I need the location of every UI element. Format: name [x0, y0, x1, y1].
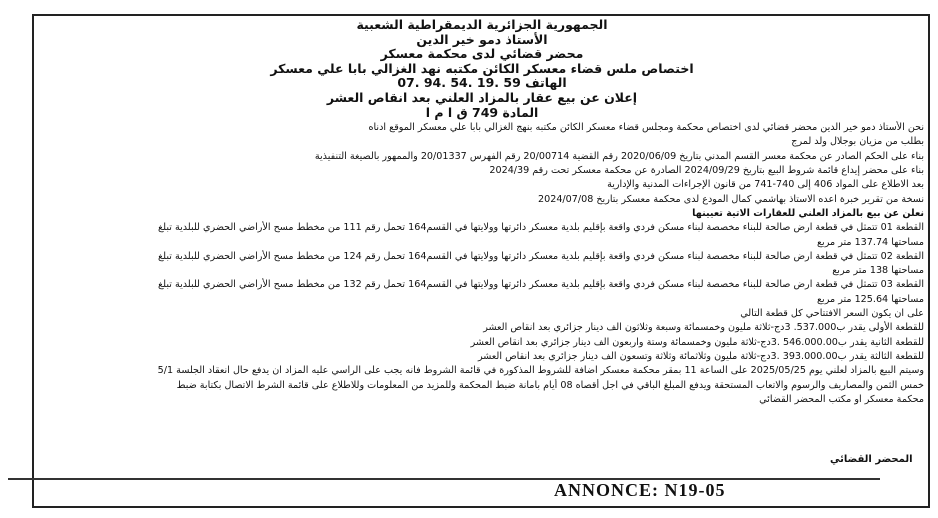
announcement-title: إعلان عن بيع عقار بالمزاد العلني بعد انقاص العشر [326, 89, 638, 105]
body-line: محكمة معسكر او مكتب المحضر القضائي [759, 393, 924, 405]
body-line: القطعة 01 تتمثل في قطعة ارض صالحة للبناء مخصصة لبناء مسكن فردي واقعة بإقليم بلدية معسكر دائرتها وولايتها في القسم164 تحمل رقم 111 من مخطط مسح الأراضي الحضري للبلدية تبلغ [158, 222, 924, 234]
body-line: للقطعة الثانية يقدر ب546.000.00 .3دج-ثلاثة مليون وخمسمائة وستة واربعون الف دينار جزائري بعد انقاص العشر [470, 336, 924, 348]
announcement-document [40, 18, 924, 498]
body-line: وسيتم البيع بالمزاد لعلني يوم 2025/05/25 على الساعة 11 بمقر محكمة معسكر اضافة للشروط المذكورة في قائمة الشروط فانه يجب على الراسي عليه المزاد ان يدفع حال انعقاد الجلسة 5/1 [157, 365, 924, 377]
jurisdiction-line: اختصاص ملس قضاء معسكر الكائن مكتبه نهد الغزالي بابا علي معسكر [270, 60, 694, 76]
body-line: بطلب من مزيان بوجلال ولد لمرج [791, 136, 924, 148]
annonce-number: ANNONCE: N19-05 [548, 480, 732, 501]
body-line: مساحتها 138 متر مربع [832, 265, 924, 277]
body-line: بناء على الحكم الصادر عن محكمة معسر القسم المدني بتاريخ 2020/06/09 رقم القضية 20/00714 رقم الفهرس 20/01337 والممهور بالصيغة التنفيذية [314, 150, 924, 162]
body-line: للقطعة الأولى يقدر ب537.000. 3دج-ثلاثة مليون وخمسمائة وسبعة وثلاثون الف دينار جزائري بعد انقاص العشر [483, 322, 924, 334]
body-line: بناء على محضر إيداع قائمة شروط البيع بتاريخ 2024/09/29 الصادرة عن محكمة معسكر تحت رقم 2024/39 [489, 165, 924, 177]
article-reference: المادة 749 ق ا م ا [425, 104, 539, 120]
body-line: بعد الاطلاع على المواد 406 إلى 740-741 من قانون الإجراءات المدنية والإدارية [607, 179, 924, 191]
phone-line: الهاتف 59 .19 .54 .94 .07 [397, 75, 567, 91]
body-line: نسخة من تقرير خبرة اعده الاستاذ بهاشمي كمال المودع لدى محكمة معسكر بتاريخ 2024/07/08 [538, 193, 924, 205]
body-text [40, 121, 924, 407]
body-line: مساحتها 125.64 متر مربع [816, 293, 924, 305]
body-line: القطعة 03 تتمثل في قطعة ارض صالحة للبناء مخصصة لبناء مسكن فردي واقعة بإقليم بلدية معسكر دائرتها وولايتها في القسم164 تحمل رقم 132 من مخطط مسح الأراضي الحضري للبلدية تبلغ [158, 279, 924, 291]
body-line: القطعة 02 تتمثل في قطعة ارض صالحة للبناء مخصصة لبناء مسكن فردي واقعة بإقليم بلدية معسكر دائرتها وولايتها في القسم164 تحمل رقم 124 من مخطط مسح الأراضي الحضري للبلدية تبلغ [158, 250, 924, 262]
footer-divider [8, 478, 880, 480]
bailiff-name: الأستاذ دمو خير الدين [416, 31, 548, 47]
court-name: محضر قضائي لدى محكمة معسكر [380, 46, 584, 62]
body-line: للقطعة الثالثة يقدر ب393.000.00 .3دج-ثلاثة مليون وثلاثمائة وثلاثة وتسعون الف دينار جزائري بعد انقاص العشر [477, 350, 924, 362]
body-line: نعلن عن بيع بالمزاد العلني للعقارات الاتية تعيينها [692, 207, 924, 219]
republic-title: الجمهورية الجزائرية الديمقراطية الشعبية [356, 17, 608, 32]
signature-label: المحضر القضائي [830, 454, 913, 465]
body-line: على ان يكون السعر الافتتاحي كل قطعة التالي [740, 308, 924, 320]
body-line: مساحتها 137.74 متر مربع [816, 236, 924, 248]
body-line: نحن الأستاذ دمو خير الدين محضر قضائي لدى اختصاص محكمة ومجلس قضاء معسكر الكائن مكتبه بنهج الغزالي بابا علي معسكر الموقع ادناه [368, 122, 924, 134]
header-block [40, 18, 924, 120]
body-line: خمس الثمن والمصاريف والرسوم والاتعاب المستحقة ويدفع المبلغ الباقي في اجل أقصاه 08 أيام بامانة ضبط المحكمة وللمزيد من المعلومات وللاطلاع على قائمة الشرط الاتصال بكتابة ضبط [176, 379, 924, 391]
